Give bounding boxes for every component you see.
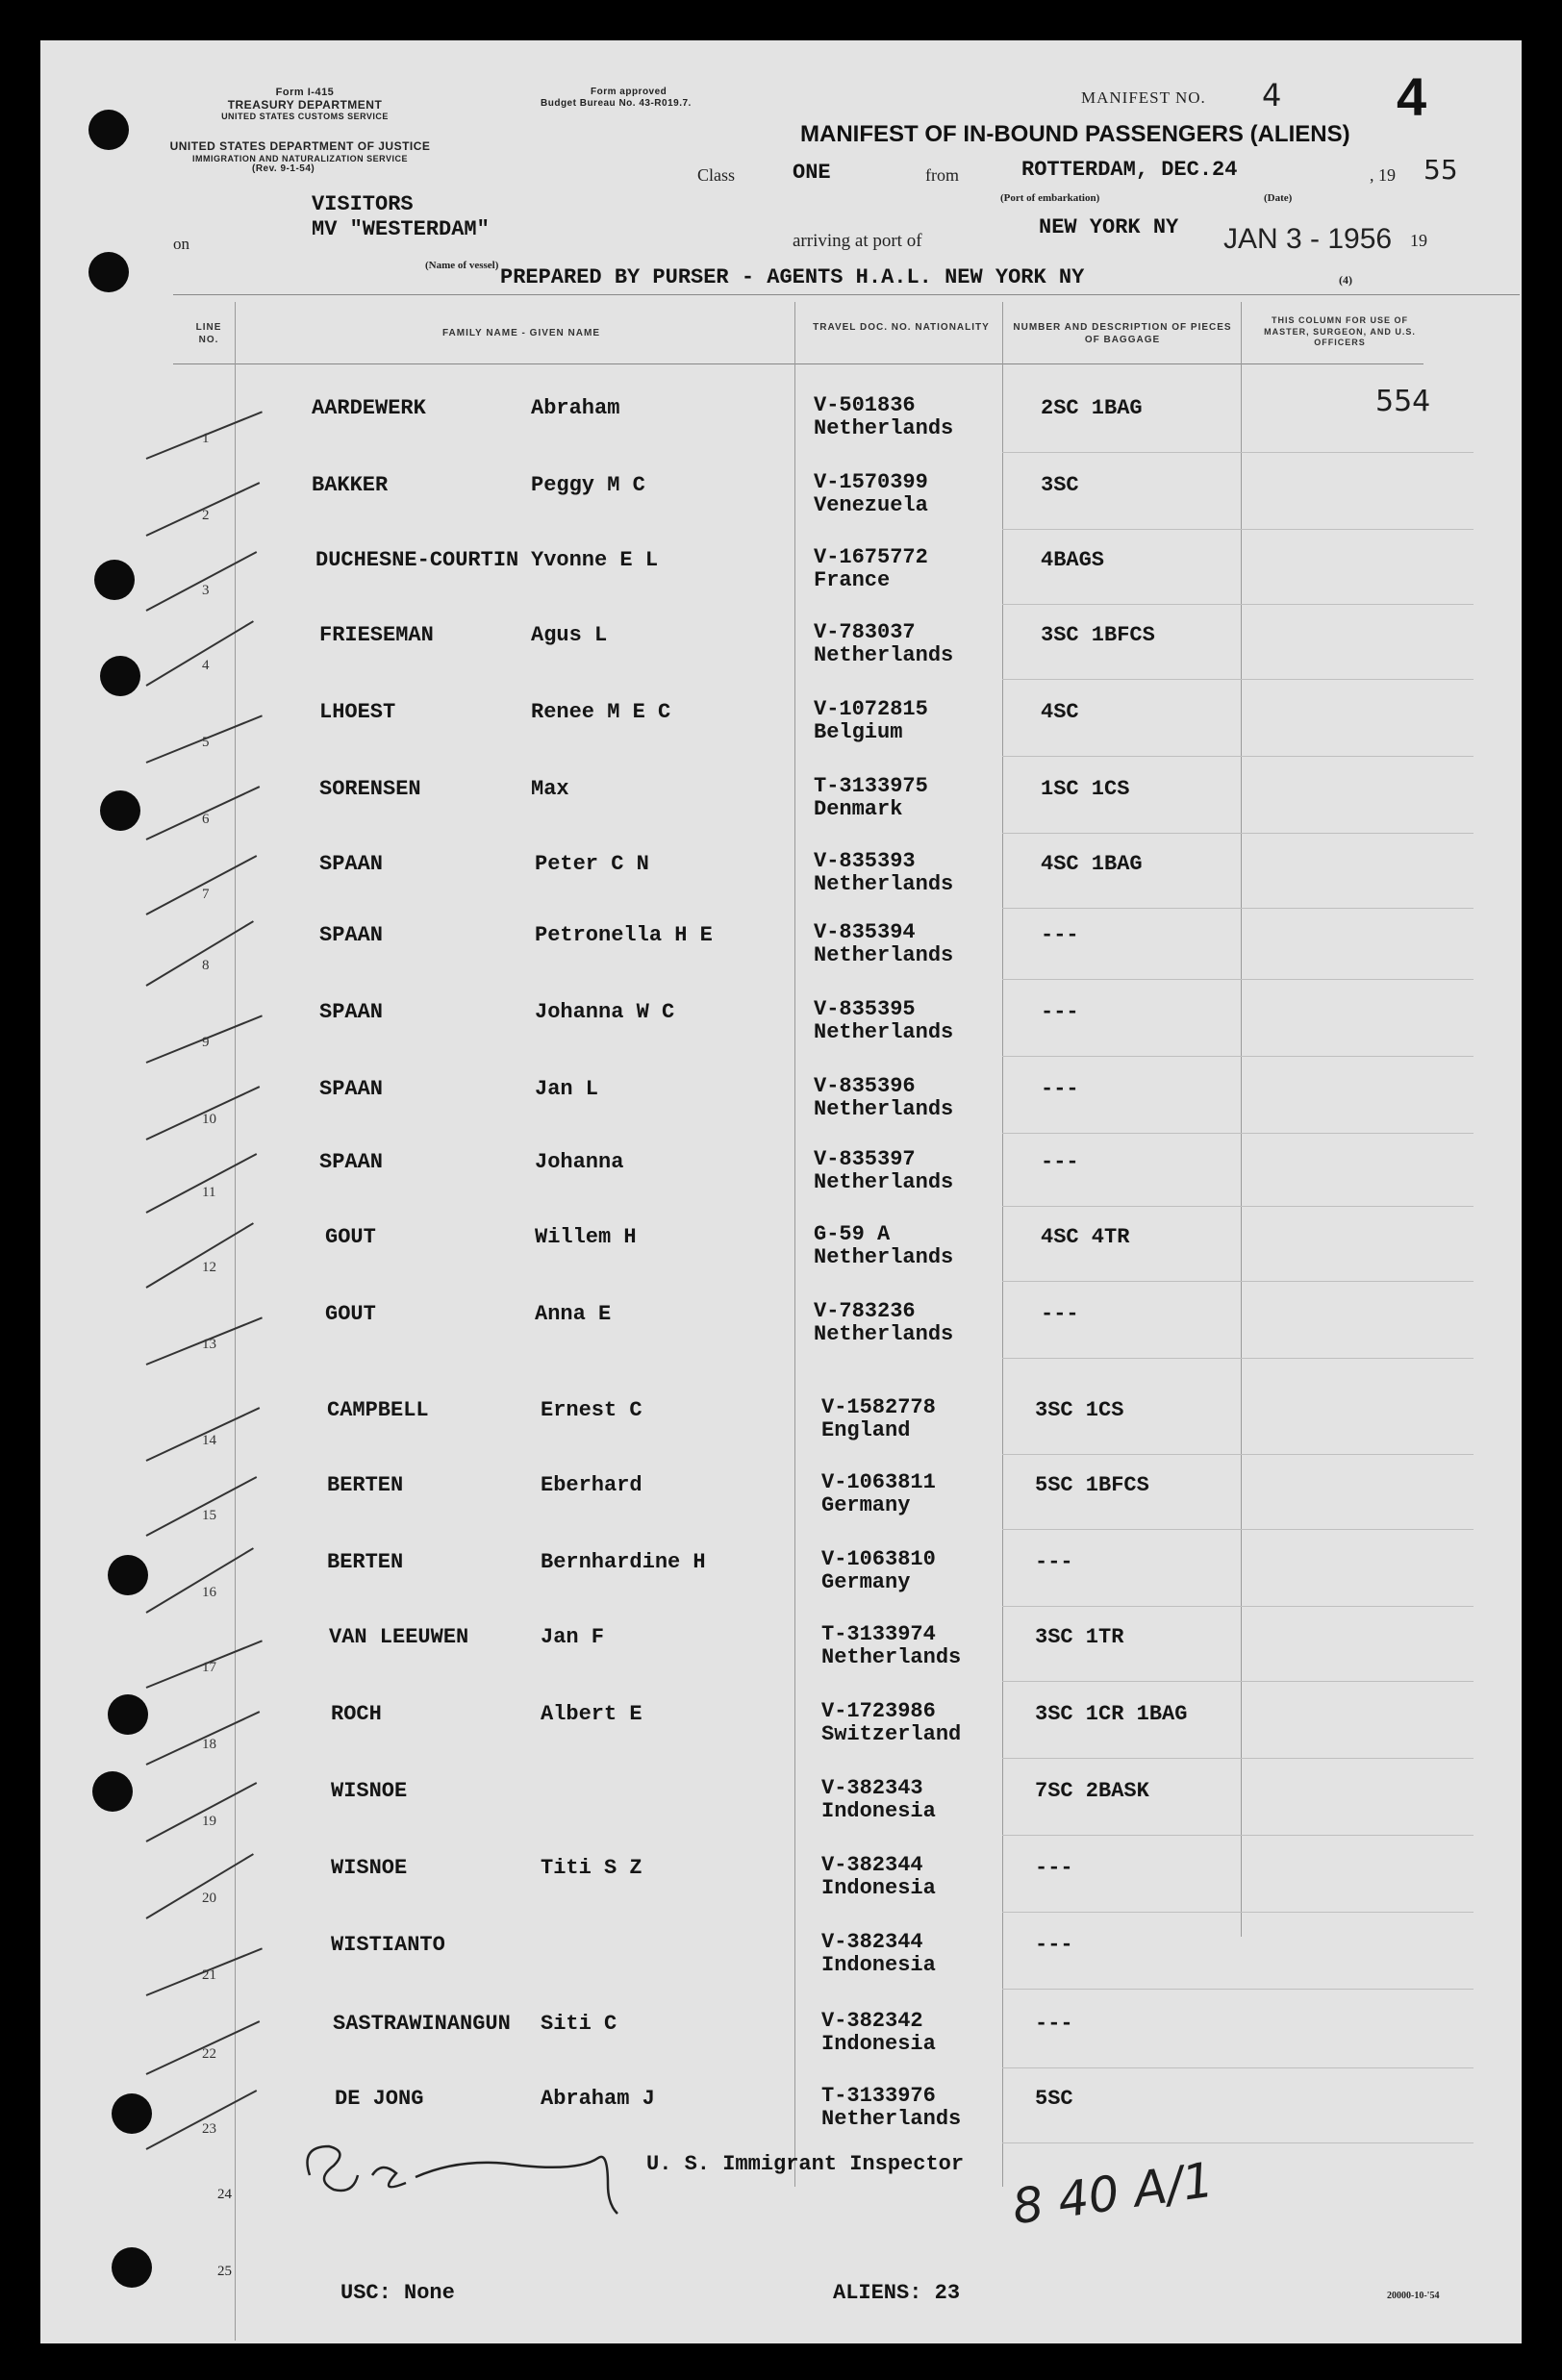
table-row	[40, 470, 1522, 550]
travel-doc-number: V-382342	[821, 2009, 923, 2033]
approval-block	[541, 87, 733, 109]
baggage-description: ---	[1041, 1302, 1079, 1326]
header-travel-doc: TRAVEL DOC. NO. NATIONALITY	[813, 322, 990, 333]
travel-doc-number: V-382344	[821, 1930, 923, 1954]
line-number: 5	[202, 735, 210, 750]
line-number: 12	[202, 1260, 216, 1275]
travel-doc-number: V-835394	[814, 920, 916, 944]
travel-doc-number: V-1063810	[821, 1547, 936, 1571]
header-bottom-rule	[173, 363, 1423, 364]
check-mark	[146, 1476, 258, 1537]
baggage-description: 3SC 1TR	[1035, 1625, 1124, 1649]
line-number: 9	[202, 1035, 210, 1050]
table-row	[40, 1147, 1522, 1227]
row-rule	[1002, 1681, 1474, 1682]
class-value: ONE	[793, 161, 831, 185]
row-rule	[1002, 908, 1474, 909]
row-rule	[1002, 679, 1474, 680]
given-name: Jan L	[535, 1077, 599, 1101]
travel-doc-number: V-382344	[821, 1853, 923, 1877]
form-approved: Form approved	[591, 87, 668, 97]
from-label: from	[925, 165, 959, 185]
given-name: Eberhard	[541, 1473, 642, 1497]
row-rule	[1002, 1529, 1474, 1530]
travel-doc-number: T-3133976	[821, 2084, 936, 2108]
baggage-description: 3SC 1CR 1BAG	[1035, 1702, 1188, 1726]
baggage-description: ---	[1041, 1000, 1079, 1024]
baggage-description: 5SC 1BFCS	[1035, 1473, 1149, 1497]
check-mark	[146, 2090, 258, 2150]
travel-doc-number: G-59 A	[814, 1222, 891, 1246]
port-caption: (Port of embarkation)	[1000, 192, 1100, 204]
prepared-by-line: PREPARED BY PURSER - AGENTS H.A.L. NEW YORK NY	[500, 265, 1085, 289]
line-number: 6	[202, 812, 210, 827]
baggage-description: ---	[1035, 1933, 1073, 1957]
year-prefix: , 19	[1370, 165, 1396, 185]
table-row	[40, 1547, 1522, 1627]
table-row	[40, 1776, 1522, 1856]
nationality: Indonesia	[821, 1799, 936, 1823]
check-mark	[146, 1947, 263, 1996]
line-number: 1	[202, 431, 210, 446]
manifest-no-value: 4	[1262, 77, 1282, 113]
row-rule	[1002, 604, 1474, 605]
check-mark	[146, 1086, 261, 1140]
table-row	[40, 1470, 1522, 1550]
row-rule	[1002, 529, 1474, 530]
family-name: WISNOE	[331, 1779, 408, 1803]
check-mark	[146, 1316, 263, 1365]
nationality: Germany	[821, 1493, 911, 1517]
check-mark	[146, 482, 261, 537]
nationality: England	[821, 1418, 911, 1442]
given-name: Max	[531, 777, 569, 801]
baggage-description: 4SC	[1041, 700, 1079, 724]
table-row	[40, 545, 1522, 625]
justice-dept: UNITED STATES DEPARTMENT OF JUSTICE	[169, 139, 431, 153]
travel-doc-number: V-1582778	[821, 1395, 936, 1419]
row-rule	[1002, 1989, 1474, 1990]
line-number: 17	[202, 1660, 216, 1675]
family-name: SPAAN	[319, 923, 384, 947]
family-name: SPAAN	[319, 852, 384, 876]
nationality: Denmark	[814, 797, 903, 821]
table-row	[40, 1074, 1522, 1154]
binder-hole	[112, 2247, 152, 2288]
nationality: Netherlands	[814, 643, 954, 667]
travel-doc-number: V-501836	[814, 393, 916, 417]
binder-hole	[88, 110, 129, 150]
line-number: 21	[202, 1967, 216, 1983]
family-name: DE JONG	[335, 2087, 424, 2111]
revision-date: (Rev. 9-1-54)	[252, 163, 315, 175]
arriving-label: arriving at port of	[793, 231, 922, 251]
family-name: GOUT	[325, 1302, 376, 1326]
nationality: Indonesia	[821, 1953, 936, 1977]
table-row	[40, 620, 1522, 700]
line-number: 13	[202, 1337, 216, 1352]
visitors-label: VISITORS	[312, 192, 414, 216]
given-name: Abraham J	[541, 2087, 655, 2111]
line-number: 2	[202, 508, 210, 523]
form-number: Form I-415	[275, 87, 335, 98]
table-row	[40, 1699, 1522, 1779]
nationality: Netherlands	[814, 1097, 954, 1121]
print-code: 20000-10-'54	[1387, 2291, 1440, 2301]
vessel-name: MV "WESTERDAM"	[312, 217, 490, 241]
table-row	[40, 1299, 1522, 1379]
travel-doc-number: V-783236	[814, 1299, 916, 1323]
table-row	[40, 1395, 1522, 1475]
row-rule	[1002, 2067, 1474, 2068]
table-row	[40, 849, 1522, 929]
family-name: CAMPBELL	[327, 1398, 429, 1422]
travel-doc-number: V-382343	[821, 1776, 923, 1800]
given-name: Albert E	[541, 1702, 642, 1726]
date-caption: (Date)	[1264, 192, 1293, 204]
given-name: Johanna	[535, 1150, 624, 1174]
line-number: 23	[202, 2121, 216, 2137]
treasury-dept: TREASURY DEPARTMENT	[227, 97, 383, 112]
travel-doc-number: V-835395	[814, 997, 916, 1021]
nationality: Netherlands	[821, 1645, 962, 1669]
table-row	[40, 774, 1522, 854]
nationality: Indonesia	[821, 1876, 936, 1900]
given-name: Petronella H E	[535, 923, 713, 947]
table-row	[40, 1222, 1522, 1302]
family-name: LHOEST	[319, 700, 396, 724]
given-name: Ernest C	[541, 1398, 642, 1422]
check-mark	[146, 786, 261, 840]
row-rule	[1002, 1912, 1474, 1913]
check-mark	[146, 1640, 263, 1689]
family-name: BERTEN	[327, 1473, 404, 1497]
given-name: Agus L	[531, 623, 608, 647]
baggage-description: 5SC	[1035, 2087, 1073, 2111]
row-rule	[1002, 979, 1474, 980]
line-number: 11	[202, 1185, 216, 1200]
family-name: ROCH	[331, 1702, 382, 1726]
given-name: Siti C	[541, 2012, 617, 2036]
given-name: Abraham	[531, 396, 620, 420]
on-label: on	[173, 235, 189, 253]
check-mark	[145, 1222, 253, 1289]
family-name: BAKKER	[312, 473, 389, 497]
baggage-description: ---	[1041, 1077, 1079, 1101]
family-name: DUCHESNE-COURTIN	[315, 548, 519, 572]
row-rule	[1002, 1606, 1474, 1607]
baggage-description: ---	[1041, 923, 1079, 947]
row-rule	[1002, 1056, 1474, 1057]
ins-service: IMMIGRATION AND NATURALIZATION SERVICE	[192, 153, 408, 163]
row-rule	[1002, 1358, 1474, 1359]
check-mark	[146, 1015, 263, 1064]
line-number: 22	[202, 2046, 216, 2062]
baggage-description: 3SC 1CS	[1035, 1398, 1124, 1422]
row-rule	[1002, 756, 1474, 757]
officer-note: 554	[1375, 385, 1431, 418]
line-number: 16	[202, 1585, 216, 1600]
line-number: 14	[202, 1433, 216, 1448]
line-number: 19	[202, 1814, 216, 1829]
check-mark	[145, 1547, 253, 1614]
line-number: 8	[202, 958, 210, 973]
nationality: France	[814, 568, 891, 592]
year-value: 55	[1423, 154, 1458, 186]
nationality: Netherlands	[821, 2107, 962, 2131]
given-name: Yvonne E L	[531, 548, 659, 572]
nationality: Belgium	[814, 720, 903, 744]
nationality: Netherlands	[814, 872, 954, 896]
travel-doc-number: V-835397	[814, 1147, 916, 1171]
baggage-description: ---	[1035, 1550, 1073, 1574]
travel-doc-number: V-1063811	[821, 1470, 936, 1494]
header-officers: THIS COLUMN FOR USE OF MASTER, SURGEON, AND U.S. OFFICERS	[1264, 315, 1416, 348]
family-name: SPAAN	[319, 1150, 384, 1174]
footer-usc: USC: None	[340, 2281, 455, 2305]
row-rule	[1002, 833, 1474, 834]
check-mark	[146, 1782, 258, 1842]
baggage-description: 4SC 4TR	[1041, 1225, 1130, 1249]
header-line-no: LINE NO.	[195, 322, 222, 345]
row-rule	[1002, 1133, 1474, 1134]
family-name: SPAAN	[319, 1077, 384, 1101]
check-mark	[145, 620, 253, 687]
check-mark	[146, 1711, 261, 1766]
row-rule	[1002, 452, 1474, 453]
line-number: 18	[202, 1737, 216, 1752]
nationality: Netherlands	[814, 943, 954, 967]
table-row	[40, 393, 1522, 473]
row-rule	[1002, 1206, 1474, 1207]
table-row	[40, 997, 1522, 1077]
manifest-page-number: 4	[1397, 66, 1427, 127]
family-name: GOUT	[325, 1225, 376, 1249]
family-name: BERTEN	[327, 1550, 404, 1574]
line-number: 15	[202, 1508, 216, 1523]
given-name: Titi S Z	[541, 1856, 642, 1880]
row-rule	[1002, 1835, 1474, 1836]
given-name: Bernhardine H	[541, 1550, 706, 1574]
baggage-description: 4SC 1BAG	[1041, 852, 1143, 876]
inspector-signature	[290, 2108, 694, 2223]
travel-doc-number: T-3133974	[821, 1622, 936, 1646]
given-name: Johanna W C	[535, 1000, 675, 1024]
vessel-caption: (Name of vessel)	[425, 260, 499, 271]
check-mark	[146, 855, 258, 915]
table-row	[40, 2009, 1522, 2089]
line-number: 4	[202, 658, 210, 673]
footer-aliens: ALIENS: 23	[833, 2281, 961, 2305]
inspector-label: U. S. Immigrant Inspector	[646, 2152, 965, 2176]
header-name: FAMILY NAME - GIVEN NAME	[441, 328, 600, 338]
check-mark	[145, 1853, 253, 1919]
check-mark	[145, 920, 253, 987]
table-row	[40, 1622, 1522, 1702]
paren-four: (4)	[1339, 273, 1352, 287]
given-name: Renee M E C	[531, 700, 671, 724]
nationality: Indonesia	[821, 2032, 936, 2056]
baggage-description: 4BAGS	[1041, 548, 1105, 572]
table-row	[40, 920, 1522, 1000]
baggage-description: ---	[1035, 1856, 1073, 1880]
check-mark	[146, 1407, 261, 1462]
row-rule	[1002, 2142, 1474, 2143]
table-row	[40, 1853, 1522, 1933]
baggage-description: 1SC 1CS	[1041, 777, 1130, 801]
nationality: Netherlands	[814, 416, 954, 440]
manifest-title: MANIFEST OF IN-BOUND PASSENGERS (ALIENS)	[800, 121, 1350, 147]
check-mark	[146, 714, 263, 764]
family-name: SASTRAWINANGUN	[333, 2012, 511, 2036]
line-number: 20	[202, 1891, 216, 1906]
row-rule	[1002, 1281, 1474, 1282]
family-name: SPAAN	[319, 1000, 384, 1024]
travel-doc-number: V-835396	[814, 1074, 916, 1098]
family-name: WISNOE	[331, 1856, 408, 1880]
table-row	[40, 697, 1522, 777]
travel-doc-number: V-1723986	[821, 1699, 936, 1723]
justice-header-block	[137, 140, 464, 175]
check-mark	[146, 2020, 261, 2075]
budget-bureau: Budget Bureau No. 43-R019.7.	[541, 97, 692, 109]
arriving-port: NEW YORK NY	[1039, 215, 1179, 239]
baggage-description: 3SC 1BFCS	[1041, 623, 1155, 647]
header-baggage: NUMBER AND DESCRIPTION OF PIECES OF BAGGAGE	[1013, 322, 1232, 345]
nationality: Netherlands	[814, 1170, 954, 1194]
arrival-year-suffix: 19	[1410, 231, 1427, 250]
line-number: 24	[217, 2187, 232, 2202]
given-name: Jan F	[541, 1625, 605, 1649]
nationality: Netherlands	[814, 1020, 954, 1044]
check-mark	[146, 1153, 258, 1214]
family-name: FRIESEMAN	[319, 623, 434, 647]
given-name: Anna E	[535, 1302, 612, 1326]
given-name: Peggy M C	[531, 473, 645, 497]
family-name: VAN LEEUWEN	[329, 1625, 469, 1649]
nationality: Switzerland	[821, 1722, 962, 1746]
check-mark	[146, 411, 263, 460]
embarkation-port-date: ROTTERDAM, DEC.24	[1021, 158, 1238, 182]
arrival-date-stamp: JAN 3 - 1956	[1223, 223, 1393, 255]
table-row	[40, 1930, 1522, 2010]
line-number: 3	[202, 583, 210, 598]
handwritten-note: 8 40 A/1	[1008, 2151, 1218, 2236]
line-number: 25	[217, 2264, 232, 2279]
family-name: WISTIANTO	[331, 1933, 445, 1957]
baggage-description: ---	[1035, 2012, 1073, 2036]
row-rule	[1002, 1454, 1474, 1455]
travel-doc-number: V-783037	[814, 620, 916, 644]
travel-doc-number: V-1072815	[814, 697, 928, 721]
nationality: Netherlands	[814, 1245, 954, 1269]
class-label: Class	[697, 165, 736, 185]
table-top-rule	[173, 294, 1520, 295]
baggage-description: ---	[1041, 1150, 1079, 1174]
line-number: 7	[202, 887, 210, 902]
baggage-description: 3SC	[1041, 473, 1079, 497]
manifest-sheet	[40, 40, 1522, 2343]
travel-doc-number: V-1570399	[814, 470, 928, 494]
line-number: 10	[202, 1112, 216, 1127]
travel-doc-number: V-835393	[814, 849, 916, 873]
given-name: Peter C N	[535, 852, 649, 876]
nationality: Netherlands	[814, 1322, 954, 1346]
manifest-no-label: MANIFEST NO.	[1081, 88, 1206, 107]
travel-doc-number: V-1675772	[814, 545, 928, 569]
travel-doc-number: T-3133975	[814, 774, 928, 798]
nationality: Germany	[821, 1570, 911, 1594]
binder-hole	[88, 252, 129, 292]
family-name: SORENSEN	[319, 777, 421, 801]
form-header-block	[185, 87, 425, 122]
family-name: AARDEWERK	[312, 396, 426, 420]
check-mark	[146, 551, 258, 612]
row-rule	[1002, 1758, 1474, 1759]
customs-service: UNITED STATES CUSTOMS SERVICE	[221, 112, 389, 122]
baggage-description: 7SC 2BASK	[1035, 1779, 1149, 1803]
nationality: Venezuela	[814, 493, 928, 517]
baggage-description: 2SC 1BAG	[1041, 396, 1143, 420]
given-name: Willem H	[535, 1225, 637, 1249]
